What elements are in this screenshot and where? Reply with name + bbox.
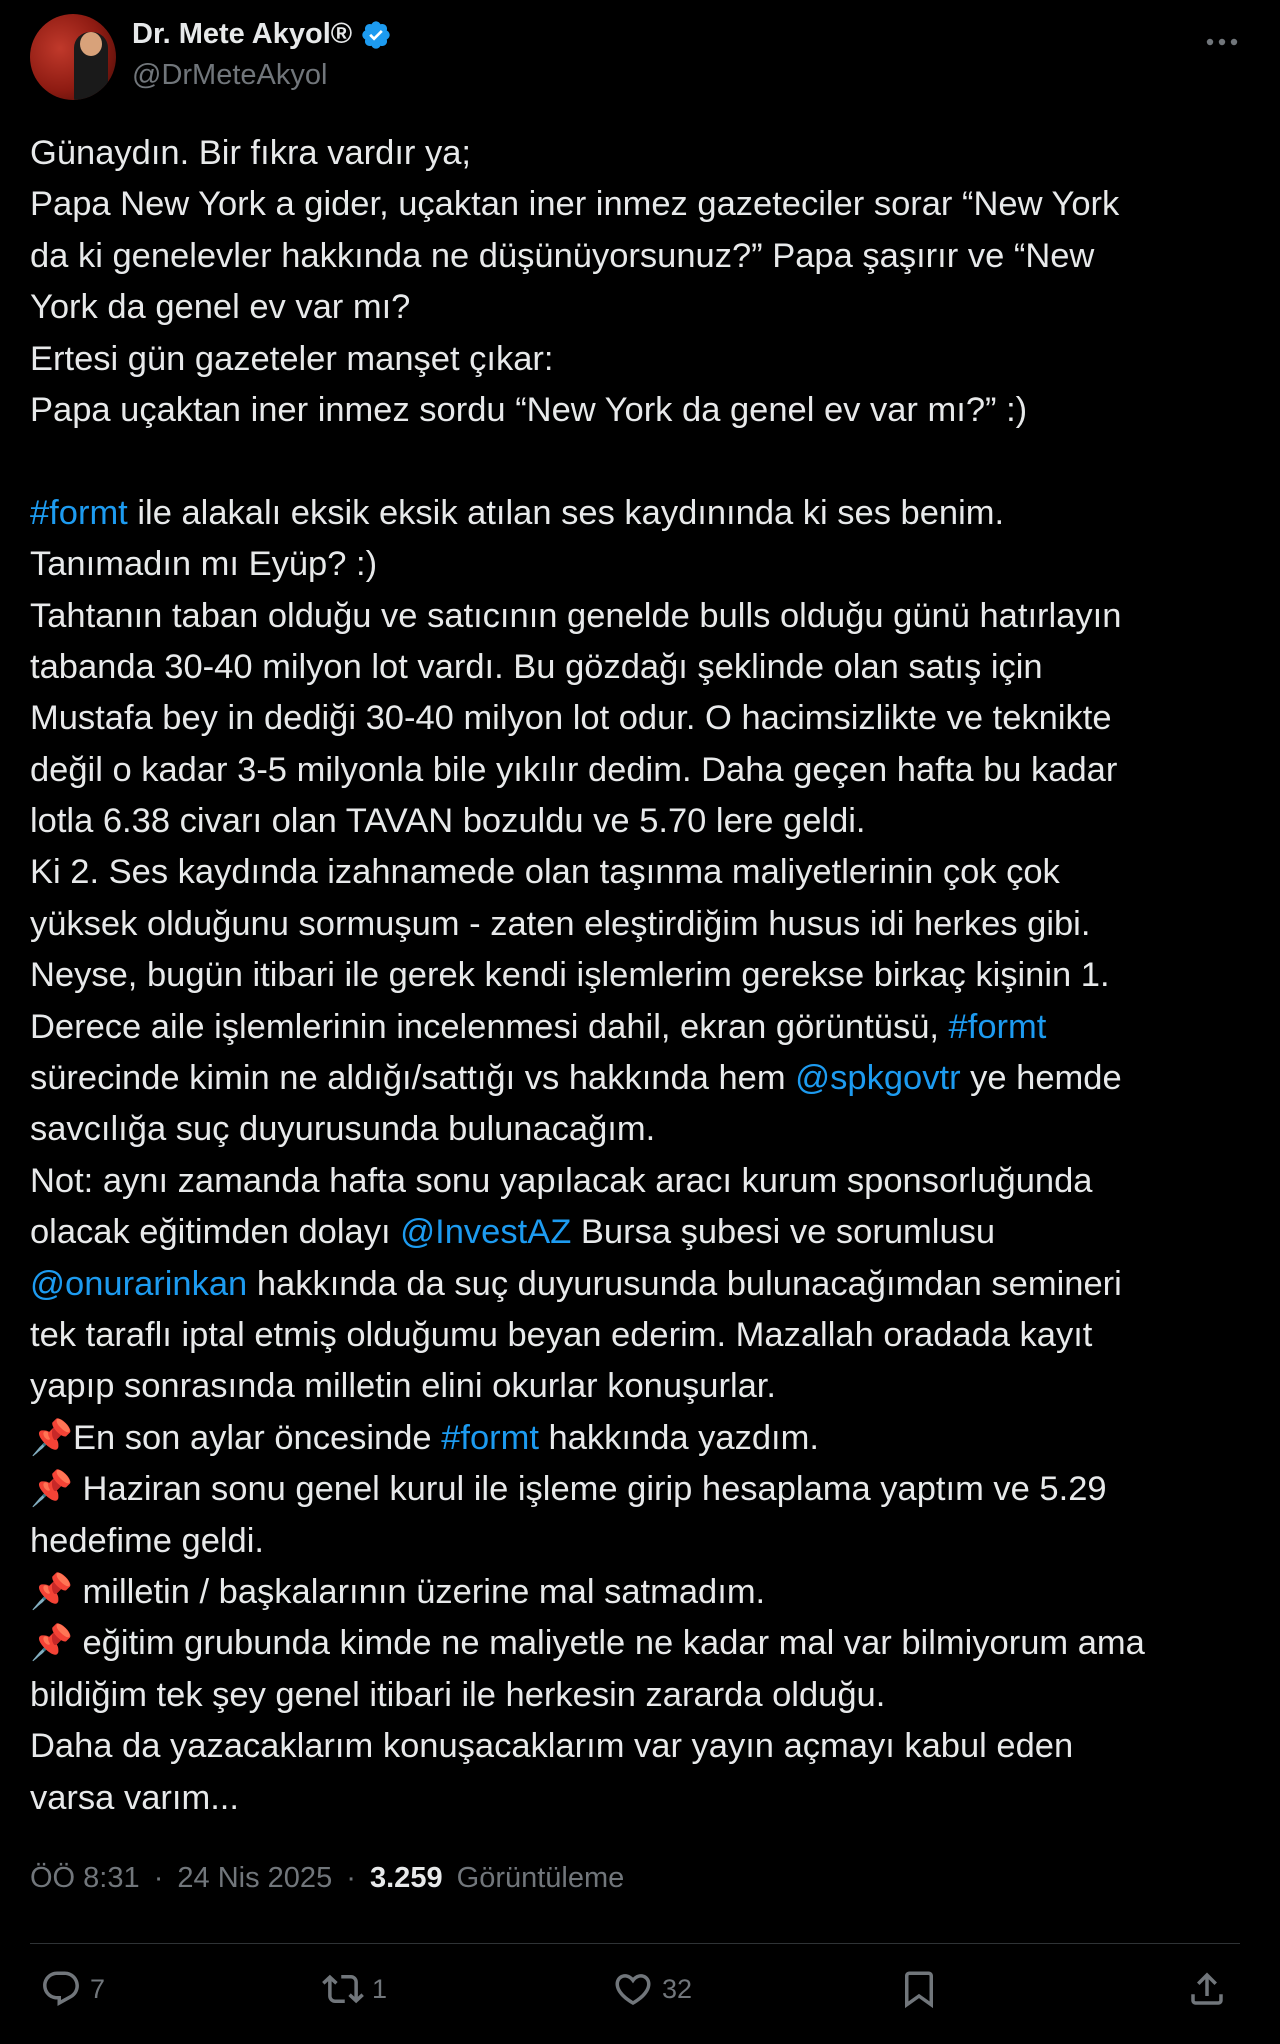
author-display-name-row[interactable]	[132, 18, 392, 51]
tweet-text-segment: sürecinde kimin ne aldığı/sattığı vs hakkında hem	[30, 1059, 796, 1098]
tweet-text-segment: hedefime geldi.	[30, 1521, 264, 1560]
tweet-text-line	[30, 282, 1260, 333]
tweet-text-line	[30, 1670, 1260, 1721]
tweet-header	[30, 14, 1250, 104]
tweet-text-segment: Not: aynı zamanda hafta sonu yapılacak aracı kurum sponsorluğunda	[30, 1161, 1093, 1200]
tweet-text-line	[30, 1053, 1260, 1104]
tweet-text-segment: Ertesi gün gazeteler manşet çıkar:	[30, 339, 554, 378]
tweet-text-line	[30, 128, 1260, 179]
tweet-text-segment: Papa New York a gider, uçaktan iner inmez gazeteciler sorar “New York	[30, 185, 1120, 224]
tweet-text-segment: York da genel ev var mı?	[30, 288, 411, 327]
tweet-text-line	[30, 1310, 1260, 1361]
tweet-text-line	[30, 847, 1260, 898]
tweet-text-line	[30, 334, 1260, 385]
retweet-count: 1	[372, 1973, 388, 2004]
tweet-text-line	[30, 179, 1260, 230]
bookmark-icon	[898, 1968, 940, 2010]
tweet-text-line	[30, 488, 1260, 539]
tweet-text-line	[30, 950, 1260, 1001]
retweet-button[interactable]	[322, 1968, 387, 2010]
mention-link[interactable]: @onurarinkan	[30, 1264, 248, 1303]
tweet-text-line	[30, 693, 1260, 744]
tweet-text-segment: Mustafa bey in dediği 30-40 milyon lot odur. O hacimsizlikte ve teknikte	[30, 699, 1112, 738]
tweet-text-line	[30, 539, 1260, 590]
tweet-text-line	[30, 1618, 1260, 1669]
tweet-text-segment: Tahtanın taban olduğu ve satıcının genelde bulls olduğu günü hatırlayın	[30, 596, 1122, 635]
tweet-text-line	[30, 1721, 1260, 1772]
tweet-text-segment: tek taraflı iptal etmiş olduğumu beyan ederim. Mazallah oradada kayıt	[30, 1315, 1093, 1354]
tweet-text-segment: 📌 eğitim grubunda kimde ne maliyetle ne kadar mal var bilmiyorum ama	[30, 1624, 1145, 1663]
tweet-text-line	[30, 1516, 1260, 1567]
like-count: 32	[662, 1973, 693, 2004]
divider	[30, 1943, 1240, 1944]
tweet-text-line	[30, 591, 1260, 642]
bookmark-button[interactable]	[898, 1968, 940, 2010]
tweet-text-line	[30, 745, 1260, 796]
views-count[interactable]: 3.259	[370, 1862, 443, 1894]
tweet-meta	[30, 1862, 624, 1895]
tweet-text-line	[30, 1104, 1260, 1155]
tweet-text	[30, 128, 1260, 1824]
tweet-time[interactable]: ÖÖ 8:31	[30, 1862, 140, 1894]
tweet-text-segment: lotla 6.38 civarı olan TAVAN bozuldu ve 5.70 lere geldi.	[30, 802, 866, 841]
like-icon	[612, 1968, 654, 2010]
tweet-text-line	[30, 1002, 1260, 1053]
share-icon	[1186, 1968, 1228, 2010]
tweet-text-segment: yapıp sonrasında milletin elini okurlar konuşurlar.	[30, 1367, 776, 1406]
tweet-text-segment: değil o kadar 3-5 milyonla bile yıkılır dedim. Daha geçen hafta bu kadar	[30, 750, 1118, 789]
tweet-text-line	[30, 385, 1260, 436]
tweet-text-segment: Ki 2. Ses kaydında izahnamede olan taşınma maliyetlerinin çok çok	[30, 853, 1060, 892]
tweet-text-segment: olacak eğitimden dolayı	[30, 1213, 401, 1252]
tweet-text-segment: savcılığa suç duyurusunda bulunacağım.	[30, 1110, 656, 1149]
mention-link[interactable]: @InvestAZ	[400, 1213, 572, 1252]
share-button[interactable]	[1186, 1968, 1228, 2010]
tweet-date[interactable]: 24 Nis 2025	[177, 1862, 333, 1894]
tweet-text-segment: 📌 milletin / başkalarının üzerine mal satmadım.	[30, 1572, 766, 1611]
tweet-text-line	[30, 1567, 1260, 1618]
views-label: Görüntüleme	[456, 1862, 625, 1894]
tweet-text-segment: Derece aile işlemlerinin incelenmesi dahil, ekran görüntüsü,	[30, 1007, 949, 1046]
tweet-text-segment: hakkında yazdım.	[538, 1418, 819, 1457]
reply-icon	[40, 1968, 82, 2010]
tweet-text-line	[30, 642, 1260, 693]
hashtag-link[interactable]: #formt	[948, 1007, 1047, 1046]
author-handle[interactable]: @DrMeteAkyol	[132, 59, 328, 91]
tweet-text-line	[30, 1773, 1260, 1824]
tweet-text-segment: yüksek olduğunu sormuşum - zaten eleştirdiğim husus idi herkes gibi.	[30, 904, 1091, 943]
tweet-text-segment: 📌En son aylar öncesinde	[30, 1418, 442, 1457]
tweet-text-line	[30, 1464, 1260, 1515]
tweet-text-line	[30, 1207, 1260, 1258]
tweet-text-line	[30, 1156, 1260, 1207]
tweet-text-segment: Papa uçaktan iner inmez sordu “New York da genel ev var mı?” :)	[30, 390, 1028, 429]
tweet-text-line	[30, 1361, 1260, 1412]
tweet-text-line	[30, 231, 1260, 282]
tweet-text-segment: Daha da yazacaklarım konuşacaklarım var yayın açmayı kabul eden	[30, 1727, 1074, 1766]
hashtag-link[interactable]: #formt	[441, 1418, 539, 1457]
tweet-text-segment: 📌 Haziran sonu genel kurul ile işleme girip hesaplama yaptım ve 5.29	[30, 1470, 1107, 1509]
tweet-text-segment: ye hemde	[960, 1059, 1122, 1098]
verified-badge-icon	[360, 19, 392, 51]
meta-separator: ·	[346, 1862, 356, 1894]
tweet-text-segment: hakkında da suç duyurusunda bulunacağımdan semineri	[247, 1264, 1122, 1303]
author-names	[132, 18, 392, 92]
reply-count: 7	[90, 1973, 106, 2004]
tweet-text-line	[30, 1259, 1260, 1310]
tweet-text-segment: varsa varım...	[30, 1778, 239, 1817]
tweet-text-segment: ile alakalı eksik eksik atılan ses kaydınında ki ses benim.	[127, 493, 1005, 532]
retweet-icon	[322, 1968, 364, 2010]
tweet-text-segment: bildiğim tek şey genel itibari ile herkesin zararda olduğu.	[30, 1675, 886, 1714]
tweet-text-line	[30, 1413, 1260, 1464]
avatar[interactable]	[30, 14, 116, 100]
tweet-text-blank-line	[30, 436, 1260, 487]
tweet-text-segment: tabanda 30-40 milyon lot vardı. Bu gözdağı şeklinde olan satış için	[30, 647, 1043, 686]
author-display-name[interactable]: Dr. Mete Akyol®	[132, 18, 353, 50]
like-button[interactable]	[612, 1968, 692, 2010]
tweet-text-segment: Tanımadın mı Eyüp? :)	[30, 545, 378, 584]
tweet-actions	[30, 1968, 1240, 2018]
tweet-text-line	[30, 899, 1260, 950]
mention-link[interactable]: @spkgovtr	[795, 1059, 961, 1098]
tweet-text-segment: Bursa şubesi ve sorumlusu	[571, 1213, 996, 1252]
tweet-text-segment: Neyse, bugün itibari ile gerek kendi işlemlerim gerekse birkaç kişinin 1.	[30, 956, 1110, 995]
meta-separator: ·	[153, 1862, 164, 1894]
tweet-text-line	[30, 796, 1260, 847]
tweet-text-segment: da ki genelevler hakkında ne düşünüyorsunuz?” Papa şaşırır ve “New	[30, 236, 1095, 275]
more-icon[interactable]	[1204, 32, 1240, 52]
hashtag-link[interactable]: #formt	[30, 493, 128, 532]
reply-button[interactable]	[40, 1968, 105, 2010]
tweet-text-segment: Günaydın. Bir fıkra vardır ya;	[30, 134, 472, 172]
